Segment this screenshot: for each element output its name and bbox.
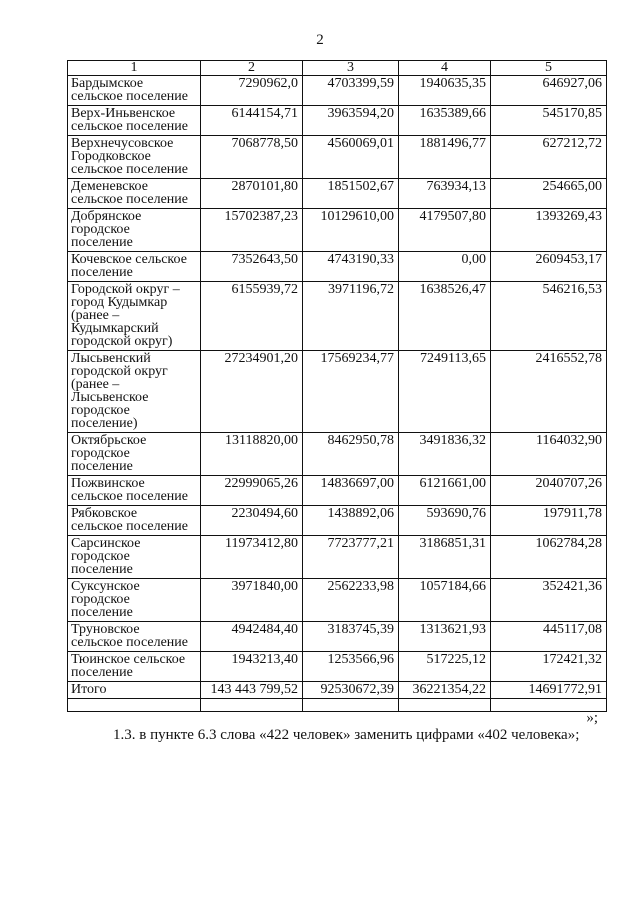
allocation-table (67, 60, 607, 712)
closing-quote-mark: »; (586, 710, 598, 726)
value-col5-cell: 1062784,28 (491, 536, 607, 579)
value-col4-cell: 7249113,65 (399, 351, 491, 433)
page-number: 2 (316, 32, 324, 48)
value-col5-cell: 545170,85 (491, 106, 607, 136)
value-col4-cell: 4179507,80 (399, 209, 491, 252)
value-col2-cell: 27234901,20 (201, 351, 303, 433)
value-col2-cell: 6144154,71 (201, 106, 303, 136)
table-row (68, 536, 607, 579)
value-col2-cell: 22999065,26 (201, 476, 303, 506)
municipality-name-cell: Добрянское городское поселение (68, 209, 201, 252)
value-col4-cell: 763934,13 (399, 179, 491, 209)
municipality-name-cell: Городской округ – город Кудымкар (ранее – Кудымкарский городской округ) (68, 282, 201, 351)
value-col2-cell: 2870101,80 (201, 179, 303, 209)
municipality-name-cell: Рябковское сельское поселение (68, 506, 201, 536)
municipality-name-cell: Лысьвенский городской округ (ранее – Лысьвенское городское поселение) (68, 351, 201, 433)
value-col2-cell: 13118820,00 (201, 433, 303, 476)
municipality-name-cell: Тюинское сельское поселение (68, 652, 201, 682)
value-col5-cell: 352421,36 (491, 579, 607, 622)
table-row (68, 209, 607, 252)
value-col3-cell: 1253566,96 (303, 652, 399, 682)
table-row (68, 579, 607, 622)
table-row (68, 622, 607, 652)
value-col5-cell: 14691772,91 (491, 682, 607, 699)
table-row (68, 652, 607, 682)
column-header: 4 (399, 61, 491, 76)
empty-cell (68, 699, 201, 712)
table-row (68, 136, 607, 179)
value-col3-cell: 1438892,06 (303, 506, 399, 536)
value-col3-cell: 7723777,21 (303, 536, 399, 579)
value-col2-cell: 4942484,40 (201, 622, 303, 652)
value-col3-cell: 92530672,39 (303, 682, 399, 699)
table-row (68, 76, 607, 106)
value-col3-cell: 4743190,33 (303, 252, 399, 282)
municipality-name-cell: Труновское сельское поселение (68, 622, 201, 652)
value-col3-cell: 8462950,78 (303, 433, 399, 476)
column-header: 3 (303, 61, 399, 76)
municipality-name-cell: Суксунское городское поселение (68, 579, 201, 622)
municipality-name-cell: Сарсинское городское поселение (68, 536, 201, 579)
value-col4-cell: 593690,76 (399, 506, 491, 536)
value-col3-cell: 1851502,67 (303, 179, 399, 209)
value-col5-cell: 2609453,17 (491, 252, 607, 282)
empty-cell (303, 699, 399, 712)
empty-cell (399, 699, 491, 712)
value-col3-cell: 3971196,72 (303, 282, 399, 351)
value-col3-cell: 3183745,39 (303, 622, 399, 652)
value-col2-cell: 3971840,00 (201, 579, 303, 622)
value-col5-cell: 627212,72 (491, 136, 607, 179)
value-col4-cell: 517225,12 (399, 652, 491, 682)
table-header-row (68, 61, 607, 76)
value-col2-cell: 7352643,50 (201, 252, 303, 282)
municipality-name-cell: Пожвинское сельское поселение (68, 476, 201, 506)
municipality-name-cell: Бардымское сельское поселение (68, 76, 201, 106)
value-col5-cell: 546216,53 (491, 282, 607, 351)
value-col4-cell: 3186851,31 (399, 536, 491, 579)
table-row (68, 476, 607, 506)
value-col3-cell: 2562233,98 (303, 579, 399, 622)
value-col2-cell: 1943213,40 (201, 652, 303, 682)
value-col5-cell: 197911,78 (491, 506, 607, 536)
value-col4-cell: 3491836,32 (399, 433, 491, 476)
table-row (68, 106, 607, 136)
value-col4-cell: 1635389,66 (399, 106, 491, 136)
value-col3-cell: 4560069,01 (303, 136, 399, 179)
value-col3-cell: 3963594,20 (303, 106, 399, 136)
value-col3-cell: 17569234,77 (303, 351, 399, 433)
value-col5-cell: 2040707,26 (491, 476, 607, 506)
value-col2-cell: 2230494,60 (201, 506, 303, 536)
empty-cell (201, 699, 303, 712)
column-header: 5 (491, 61, 607, 76)
table-row (68, 433, 607, 476)
value-col3-cell: 14836697,00 (303, 476, 399, 506)
value-col5-cell: 172421,32 (491, 652, 607, 682)
value-col2-cell: 7068778,50 (201, 136, 303, 179)
value-col3-cell: 4703399,59 (303, 76, 399, 106)
municipality-name-cell: Октябрьское городское поселение (68, 433, 201, 476)
value-col4-cell: 1940635,35 (399, 76, 491, 106)
value-col2-cell: 7290962,0 (201, 76, 303, 106)
value-col4-cell: 1881496,77 (399, 136, 491, 179)
value-col3-cell: 10129610,00 (303, 209, 399, 252)
value-col4-cell: 1313621,93 (399, 622, 491, 652)
value-col5-cell: 1164032,90 (491, 433, 607, 476)
municipality-name-cell: Верх-Иньвенское сельское поселение (68, 106, 201, 136)
value-col2-cell: 143 443 799,52 (201, 682, 303, 699)
value-col5-cell: 2416552,78 (491, 351, 607, 433)
table-row (68, 351, 607, 433)
municipality-name-cell: Верхнечусовское Городковское сельское поселение (68, 136, 201, 179)
municipality-name-cell: Деменевское сельское поселение (68, 179, 201, 209)
value-col4-cell: 36221354,22 (399, 682, 491, 699)
table-row (68, 682, 607, 699)
value-col5-cell: 1393269,43 (491, 209, 607, 252)
column-header: 1 (68, 61, 201, 76)
table-row (68, 179, 607, 209)
column-header: 2 (201, 61, 303, 76)
value-col2-cell: 6155939,72 (201, 282, 303, 351)
value-col4-cell: 1057184,66 (399, 579, 491, 622)
value-col2-cell: 11973412,80 (201, 536, 303, 579)
value-col5-cell: 445117,08 (491, 622, 607, 652)
value-col5-cell: 646927,06 (491, 76, 607, 106)
municipality-name-cell: Итого (68, 682, 201, 699)
value-col5-cell: 254665,00 (491, 179, 607, 209)
value-col4-cell: 6121661,00 (399, 476, 491, 506)
table-row (68, 282, 607, 351)
value-col4-cell: 1638526,47 (399, 282, 491, 351)
empty-row (68, 699, 607, 712)
table-row (68, 252, 607, 282)
value-col4-cell: 0,00 (399, 252, 491, 282)
table-row (68, 506, 607, 536)
municipality-name-cell: Кочевское сельское поселение (68, 252, 201, 282)
amendment-paragraph: 1.3. в пункте 6.3 слова «422 человек» заменить цифрами «402 человека»; (113, 727, 580, 743)
table-body (68, 76, 607, 712)
value-col2-cell: 15702387,23 (201, 209, 303, 252)
